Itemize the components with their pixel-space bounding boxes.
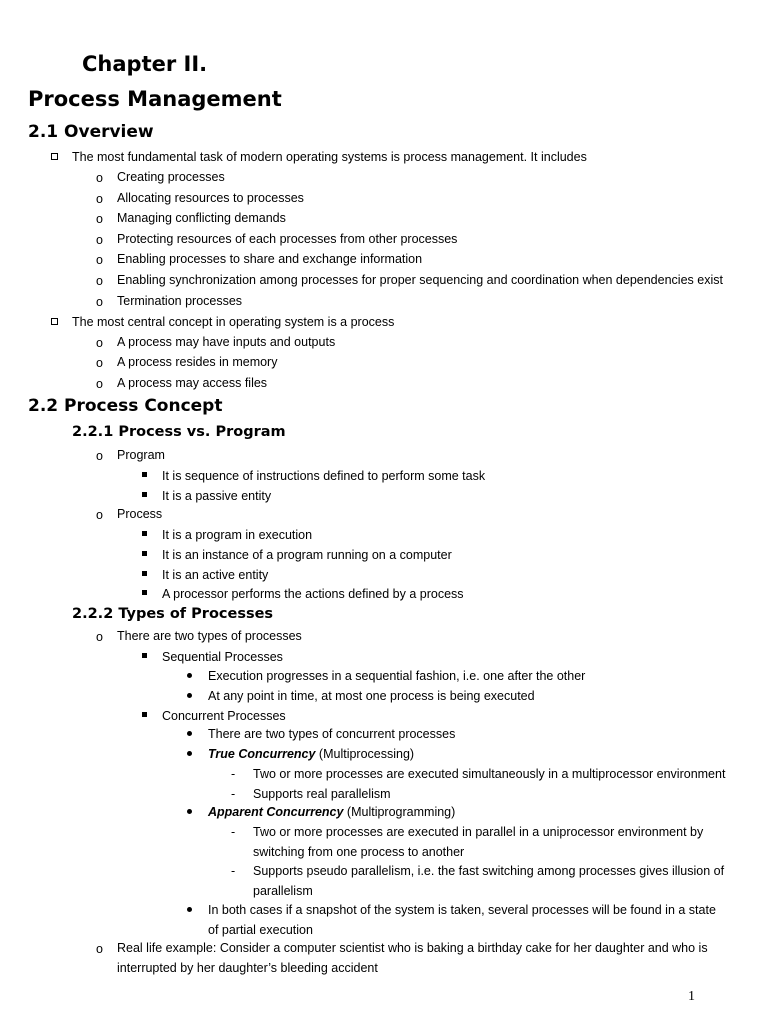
list-item-true-concurrency bbox=[208, 746, 414, 762]
square-bullet-icon bbox=[142, 653, 147, 658]
square-bullet-icon bbox=[142, 531, 147, 536]
apparent-concurrency-suffix: (Multiprogramming) bbox=[343, 805, 456, 819]
round-bullet-icon bbox=[187, 731, 192, 736]
list-item: Enabling processes to share and exchange information bbox=[117, 252, 423, 266]
square-bullet-icon bbox=[142, 492, 147, 497]
section-heading-2-2: 2.2 Process Concept bbox=[28, 396, 223, 416]
list-item: Enabling synchronization among processes for proper sequencing and coordination when dependencies exist bbox=[117, 273, 723, 287]
list-item-continuation: switching from one process to another bbox=[253, 845, 465, 859]
list-item: Supports real parallelism bbox=[253, 787, 391, 801]
o-marker: o bbox=[96, 274, 103, 288]
list-item: A process may have inputs and outputs bbox=[117, 335, 336, 349]
square-bullet-icon bbox=[142, 571, 147, 576]
list-item: There are two types of concurrent processes bbox=[208, 727, 456, 741]
o-marker: o bbox=[96, 630, 103, 644]
list-item: In both cases if a snapshot of the system is taken, several processes will be found in a state bbox=[208, 903, 716, 917]
round-bullet-icon bbox=[187, 907, 192, 912]
list-item: It is sequence of instructions defined to perform some task bbox=[162, 469, 486, 483]
apparent-concurrency-label: Apparent Concurrency bbox=[208, 805, 344, 819]
list-item: Supports pseudo parallelism, i.e. the fast switching among processes gives illusion of bbox=[253, 864, 725, 878]
o-marker: o bbox=[96, 212, 103, 226]
list-item: A process resides in memory bbox=[117, 355, 278, 369]
square-bullet-icon bbox=[51, 318, 58, 325]
list-item-apparent-concurrency bbox=[208, 804, 455, 820]
list-item: There are two types of processes bbox=[117, 629, 302, 643]
list-item-continuation: parallelism bbox=[253, 884, 313, 898]
list-item-continuation: interrupted by her daughter’s bleeding accident bbox=[117, 961, 378, 975]
true-concurrency-label: True Concurrency bbox=[208, 747, 316, 761]
list-item-concurrent: Concurrent Processes bbox=[162, 709, 286, 723]
subsection-heading-2-2-2: 2.2.2 Types of Processes bbox=[72, 606, 274, 622]
o-marker: o bbox=[96, 253, 103, 267]
list-item: Managing conflicting demands bbox=[117, 211, 286, 225]
list-item-process: Process bbox=[117, 507, 163, 521]
round-bullet-icon bbox=[187, 751, 192, 756]
o-marker: o bbox=[96, 356, 103, 370]
list-item-real-life: Real life example: Consider a computer scientist who is baking a birthday cake for her daughter and who is bbox=[117, 941, 708, 955]
round-bullet-icon bbox=[187, 693, 192, 698]
overview-bullet-1: The most fundamental task of modern operating systems is process management. It includes bbox=[72, 150, 587, 164]
round-bullet-icon bbox=[187, 809, 192, 814]
list-item: Allocating resources to processes bbox=[117, 191, 304, 205]
list-item: Creating processes bbox=[117, 170, 225, 184]
o-marker: o bbox=[96, 192, 103, 206]
square-bullet-icon bbox=[142, 551, 147, 556]
list-item: Two or more processes are executed simultaneously in a multiprocessor environment bbox=[253, 767, 726, 781]
list-item: It is a program in execution bbox=[162, 528, 313, 542]
list-item: It is an active entity bbox=[162, 568, 269, 582]
list-item: Execution progresses in a sequential fashion, i.e. one after the other bbox=[208, 669, 586, 683]
page-number: 1 bbox=[688, 989, 695, 1004]
o-marker: o bbox=[96, 942, 103, 956]
list-item-continuation: of partial execution bbox=[208, 923, 313, 937]
chapter-label: Chapter II. bbox=[82, 52, 208, 76]
o-marker: o bbox=[96, 295, 103, 309]
dash-marker: - bbox=[231, 787, 236, 801]
list-item: A processor performs the actions defined by a process bbox=[162, 587, 464, 601]
list-item: At any point in time, at most one process is being executed bbox=[208, 689, 535, 703]
square-bullet-icon bbox=[142, 712, 147, 717]
list-item-sequential: Sequential Processes bbox=[162, 650, 283, 664]
dash-marker: - bbox=[231, 825, 236, 839]
list-item: Termination processes bbox=[117, 294, 243, 308]
dash-marker: - bbox=[231, 864, 236, 878]
list-item: Two or more processes are executed in parallel in a uniprocessor environment by bbox=[253, 825, 704, 839]
o-marker: o bbox=[96, 508, 103, 522]
page-title: Process Management bbox=[28, 87, 282, 111]
square-bullet-icon bbox=[142, 590, 147, 595]
square-bullet-icon bbox=[51, 153, 58, 160]
o-marker: o bbox=[96, 377, 103, 391]
subsection-heading-2-2-1: 2.2.1 Process vs. Program bbox=[72, 424, 286, 440]
list-item: Protecting resources of each processes from other processes bbox=[117, 232, 458, 246]
o-marker: o bbox=[96, 336, 103, 350]
list-item: It is an instance of a program running on a computer bbox=[162, 548, 452, 562]
square-bullet-icon bbox=[142, 472, 147, 477]
dash-marker: - bbox=[231, 767, 236, 781]
list-item-program: Program bbox=[117, 448, 165, 462]
list-item: It is a passive entity bbox=[162, 489, 272, 503]
list-item: A process may access files bbox=[117, 376, 268, 390]
overview-bullet-2: The most central concept in operating system is a process bbox=[72, 315, 395, 329]
round-bullet-icon bbox=[187, 673, 192, 678]
o-marker: o bbox=[96, 233, 103, 247]
o-marker: o bbox=[96, 449, 103, 463]
section-heading-2-1: 2.1 Overview bbox=[28, 122, 154, 142]
o-marker: o bbox=[96, 171, 103, 185]
true-concurrency-suffix: (Multiprocessing) bbox=[315, 747, 415, 761]
